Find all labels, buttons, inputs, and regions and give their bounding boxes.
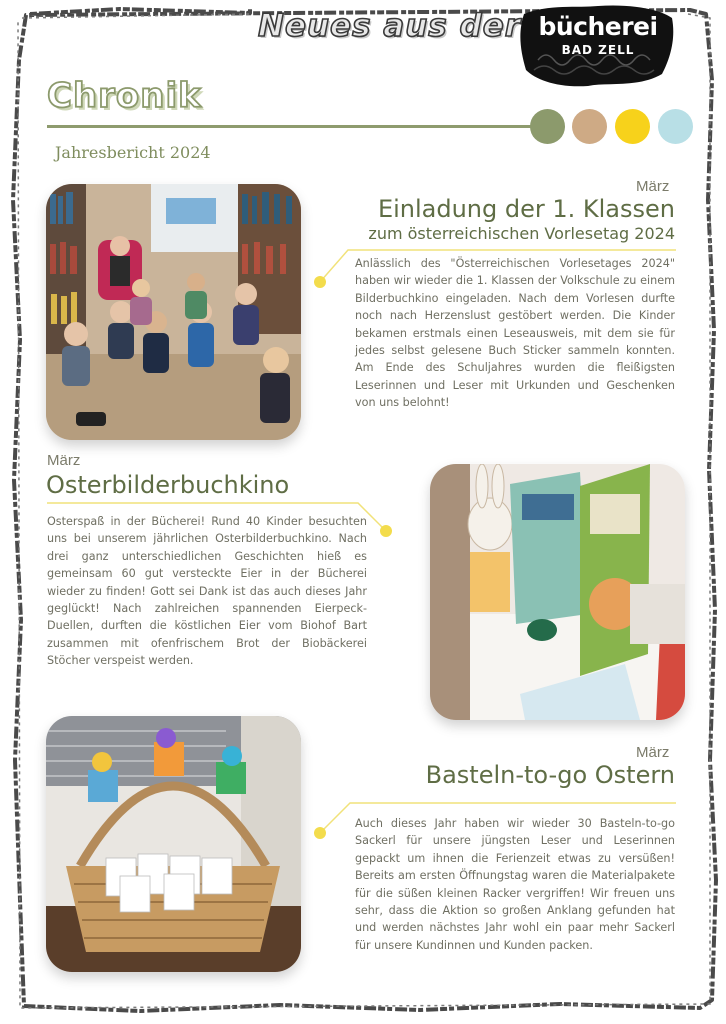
logo-subtitle: BAD ZELL	[561, 43, 635, 57]
color-dot-lightblue	[658, 109, 693, 144]
title-rule	[47, 125, 532, 128]
color-dot-tan	[572, 109, 607, 144]
children-in-library-photo	[46, 184, 301, 440]
color-dot-olive	[530, 109, 565, 144]
logo-wordmark: bücherei	[538, 12, 658, 41]
color-dot-yellow	[615, 109, 650, 144]
craft-basket-photo	[46, 716, 301, 972]
article-1-subtitle: zum österreichischen Vorlesetag 2024	[368, 224, 675, 243]
section-title: Chronik	[47, 76, 202, 116]
article-3-title: Basteln-to-go Ostern	[425, 761, 675, 789]
article-3-month: März	[636, 744, 670, 761]
newsletter-title: Neues aus der	[258, 8, 522, 44]
easter-books-photo	[430, 464, 685, 720]
article-1-title: Einladung der 1. Klassen	[377, 195, 675, 223]
article-2-month: März	[47, 452, 81, 469]
article-1-month: März	[636, 178, 670, 195]
article-1-text: Anlässlich des "Österreichischen Vorlesetages 2024" haben wir wieder die 1. Klassen der Volkschule zu einem Bilderbuchkino eingeladen. Nach dem Vorlesen durfte noch nach Herzenslust gestöbert werden. Die Kinder bekamen erstmals einen Leseausweis, mit dem sie für jedes selbst gelesene Buch Sticker sammeln konnten. Am Ende des Schuljahres wurden die fleißigsten Leserinnen und Leser mit Urkunden und Geschenken von uns belohnt!	[355, 257, 675, 410]
report-subtitle: Jahresbericht 2024	[55, 143, 211, 162]
article-3-text: Auch dieses Jahr haben wir wieder 30 Basteln-to-go Sackerl für unsere jüngsten Leser und Leserinnen gepackt um ihnen die Ferienzeit etwas zu versüßen! Bereits am ersten Öffnungstag waren die Materialpakete für die süßen kleinen Racker vergriffen! Wir freuen uns sehr, dass die Aktion so großen Anklang gefunden hat und werden nächstes Jahr wohl ein paar mehr Sackerl für unsere Kundinnen und Kunden packen.	[355, 817, 675, 952]
article-2-title: Osterbilderbuchkino	[46, 471, 290, 499]
article-2-text: Osterspaß in der Bücherei! Rund 40 Kinder besuchten uns bei unserem jährlichen Osterbilderbuchkino. Nach drei ganz unterschiedlichen Geschichten hieß es gemeinsam 60 gut versteckte Eier in der Bücherei wieder zu finden! Gott sei Dank ist das auch dieses Jahr geglückt! Nach zahlreichen spannenden Eierpeck-Duellen, durften die köstlichen Eier vom Biohof Bart zusammen mit ofenfrischem Brot der Biobäckerei Stöcher verspeist werden.	[47, 515, 367, 668]
